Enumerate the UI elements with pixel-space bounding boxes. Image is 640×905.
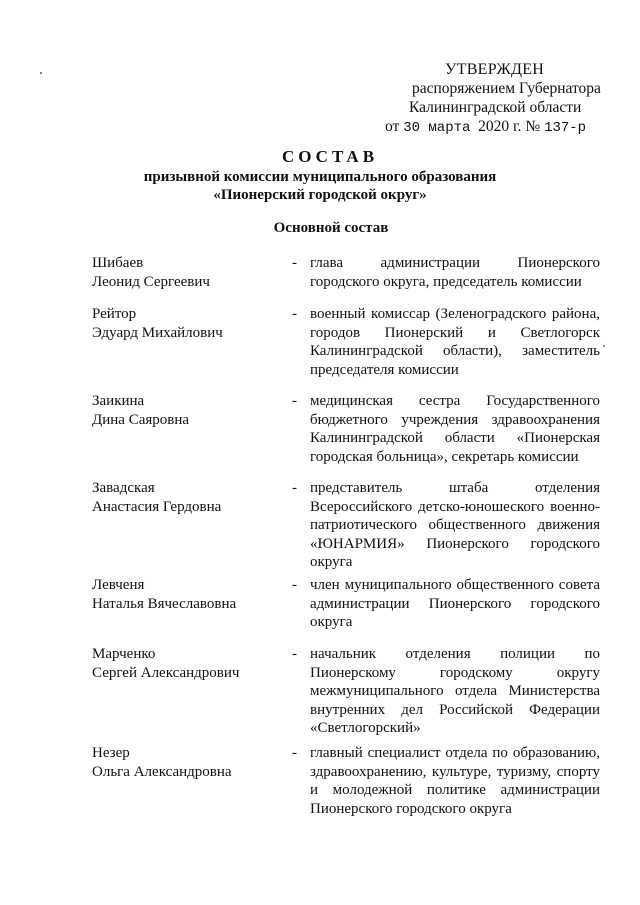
member-given-names: Наталья Вячеславовна	[92, 595, 237, 612]
document-title: СОСТАВ	[281, 147, 379, 166]
approval-issuer: распоряжением Губернатора	[412, 80, 601, 97]
document-subtitle-1: призывной комиссии муниципального образования	[143, 169, 497, 185]
document-subtitle-2: «Пионерский городской округ»	[213, 187, 427, 203]
member-given-names: Эдуард Михайлович	[92, 324, 223, 341]
member-name	[92, 576, 282, 613]
approval-date-line	[385, 117, 625, 138]
member-dash: -	[292, 646, 297, 662]
member-dash: -	[292, 255, 297, 271]
member-surname: Незер	[92, 745, 130, 761]
member-dash: -	[292, 393, 297, 409]
approval-stamp-block	[385, 60, 625, 138]
document-title-block	[0, 146, 640, 204]
approval-number-sign: №	[525, 118, 541, 135]
member-name	[92, 645, 282, 682]
member-given-names: Дина Саяровна	[92, 411, 190, 428]
member-name	[92, 744, 282, 781]
member-surname: Марченко	[92, 646, 156, 662]
scan-speck	[603, 345, 605, 347]
approval-year: 2020 г.	[478, 118, 522, 135]
approval-number: 137-р	[544, 120, 587, 136]
member-given-names: Леонид Сергеевич	[92, 273, 210, 290]
member-given-names: Анастасия Гердовна	[92, 498, 222, 515]
member-role: начальник отделения полиции по Пионерскому городскому округу межмуниципального отдела Министерства внутренних дел Российской Федерации «Светлогорский»	[310, 646, 600, 736]
member-surname: Завадская	[92, 480, 155, 496]
member-surname: Левченя	[92, 577, 145, 593]
member-name	[92, 479, 282, 516]
member-dash: -	[292, 745, 297, 761]
member-surname: Шибаев	[92, 255, 144, 271]
approval-region: Калининградской области	[409, 99, 582, 116]
scan-speck	[40, 72, 42, 74]
member-surname: Заикина	[92, 393, 145, 409]
member-dash: -	[292, 306, 297, 322]
member-given-names: Сергей Александрович	[92, 664, 240, 681]
section-heading: Основной состав	[273, 220, 389, 236]
member-name	[92, 254, 282, 291]
member-given-names: Ольга Александровна	[92, 763, 232, 780]
member-role: представитель штаба отделения Всероссийского детско-юношеского военно-патриотического общественного движения «ЮНАРМИЯ» Пионерского городского округа	[310, 480, 600, 570]
member-dash: -	[292, 480, 297, 496]
member-name	[92, 392, 282, 429]
member-surname: Рейтор	[92, 306, 137, 322]
member-name	[92, 305, 282, 342]
member-role: член муниципального общественного совета администрации Пионерского городского округа	[310, 577, 600, 630]
approval-date: 30 марта	[403, 120, 471, 136]
approval-date-prefix: от	[385, 118, 400, 135]
member-role: главный специалист отдела по образованию, здравоохранению, культуре, туризму, спорту и молодежной политике администрации Пионерского городского округа	[310, 745, 600, 817]
member-role: медицинская сестра Государственного бюджетного учреждения здравоохранения Калининградской области «Пионерская городская больница», секретарь комиссии	[310, 393, 600, 465]
member-dash: -	[292, 577, 297, 593]
member-role: военный комиссар (Зеленоградского района, городов Пионерский и Светлогорск Калининградской области), заместитель председателя комиссии	[310, 306, 600, 378]
member-role: глава администрации Пионерского городского округа, председатель комиссии	[310, 255, 600, 290]
approval-title: УТВЕРЖДЕН	[445, 61, 545, 78]
